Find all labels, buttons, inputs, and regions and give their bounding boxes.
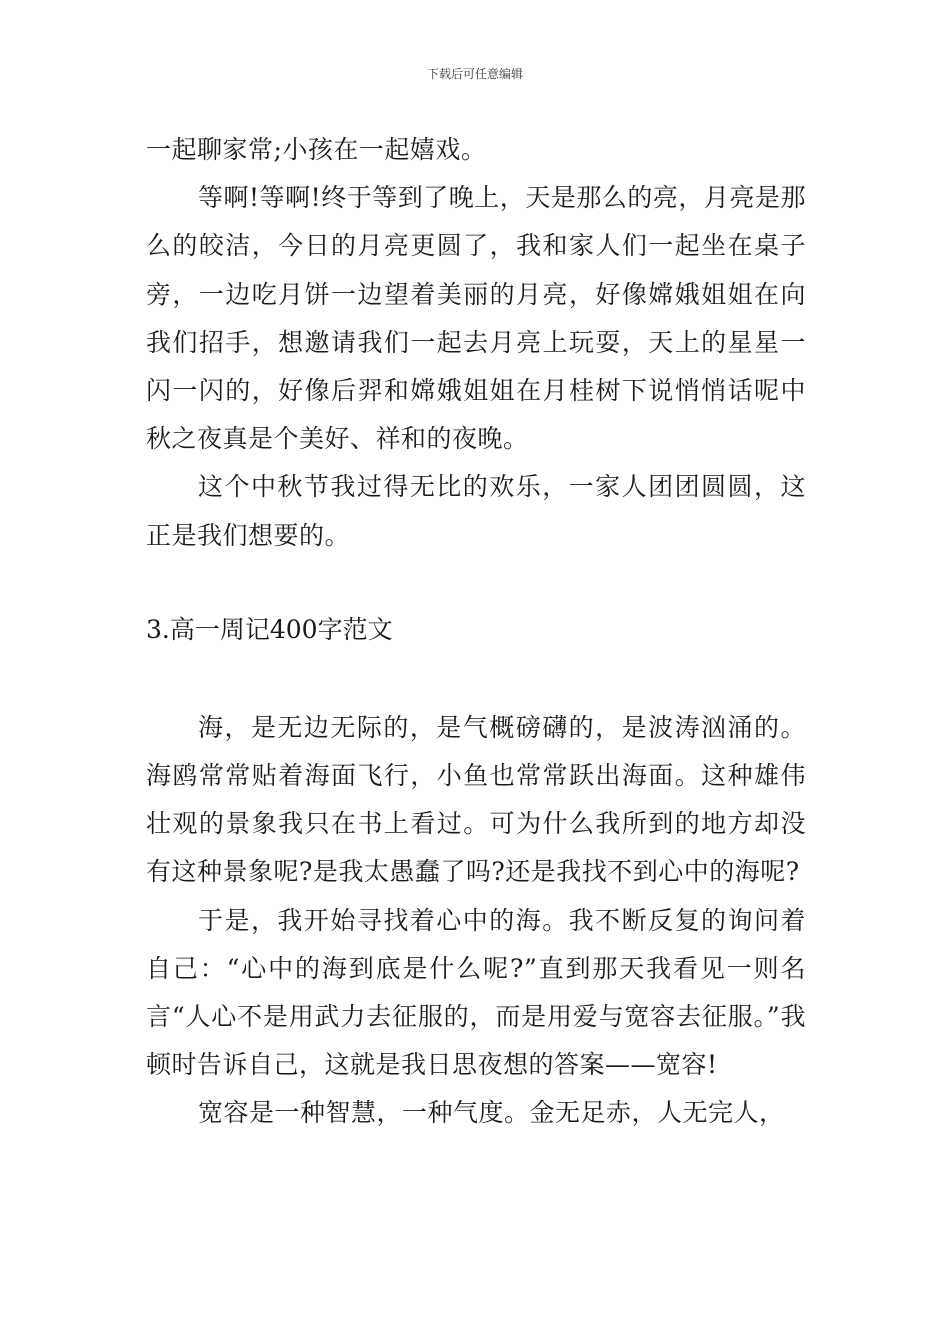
paragraph: 一起聊家常;小孩在一起嬉戏。	[146, 135, 487, 164]
paragraph: 等啊!等啊!终于等到了晚上，天是那么的亮，月亮是那么的皎洁，今日的月亮更圆了，我和家人们一起坐在桌子旁，一边吃月饼一边望着美丽的月亮，好像嫦娥姐姐在向我们招手，想邀请我们一起去月亮上玩耍，天上的星星一闪一闪的，好像后羿和嫦娥姐姐在月桂树下说悄悄话呢中秋之夜真是个美好、祥和的夜晚。	[146, 183, 806, 454]
paragraph: 宽容是一种智慧，一种气度。金无足赤，人无完人，	[198, 1098, 785, 1128]
document-body	[146, 126, 806, 1138]
paragraph: 海，是无边无际的，是气概磅礴的，是波涛汹涌的。海鸥常常贴着海面飞行，小鱼也常常跃出海面。这种雄伟壮观的景象我只在书上看过。可为什么我所到的地方却没有这种景象呢?是我太愚蠢了吗?还是我找不到心中的海呢?	[146, 712, 806, 887]
spacer	[146, 560, 806, 606]
paragraph: 这个中秋节我过得无比的欢乐，一家人团团圆圆，这正是我们想要的。	[146, 472, 806, 550]
page-header: 下载后可任意编辑	[426, 67, 523, 81]
spacer	[146, 654, 806, 704]
paragraph: 于是，我开始寻找着心中的海。我不断反复的询问着自己：“心中的海到底是什么呢?”直到那天我看见一则名言“人心不是用武力去征服的，而是用爱与宽容去征服。”我顿时告诉自己，这就是我日思夜想的答案——宽容!	[146, 905, 806, 1080]
section-heading: 3.高一周记400字范文	[146, 614, 393, 644]
